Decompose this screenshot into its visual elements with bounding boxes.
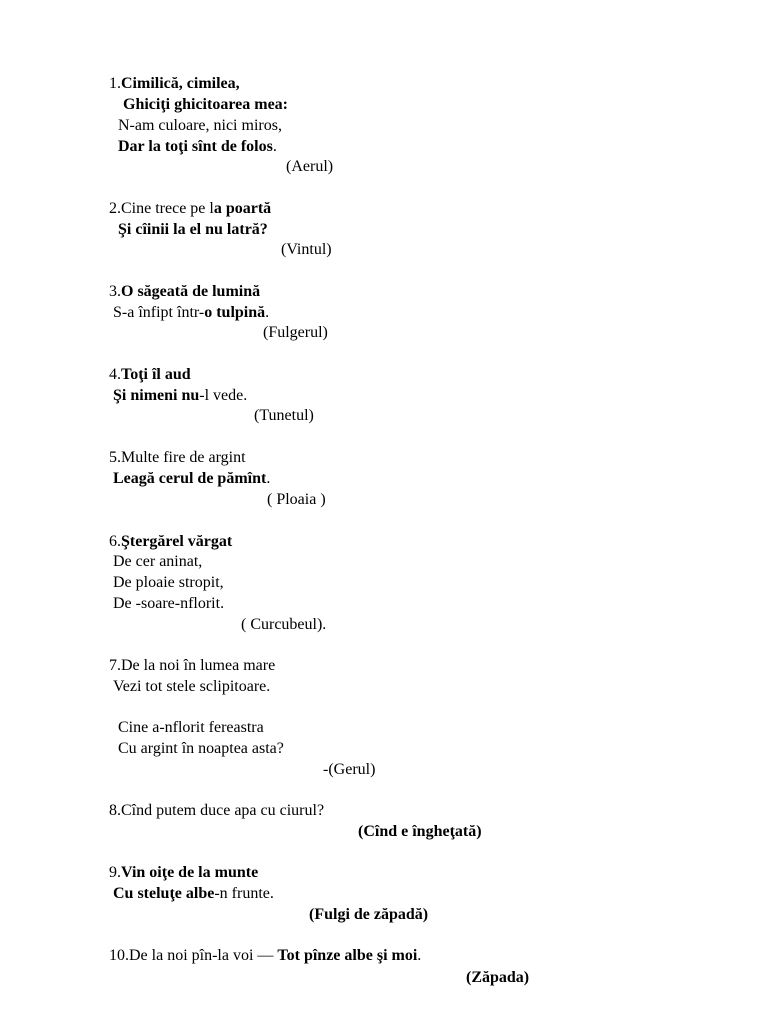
riddle-2-line-2 (118, 220, 268, 240)
riddle-number: 3. (109, 283, 121, 300)
riddle-text: Cu argint în noaptea asta? (118, 740, 284, 757)
riddle-text: S-a înfipt într- (113, 304, 205, 321)
riddle-punctuation: . (417, 947, 422, 964)
riddle-8-line-1 (109, 801, 324, 821)
riddle-text: Vezi tot stele sclipitoare. (113, 678, 271, 695)
riddle-number: 1. (109, 75, 121, 92)
riddle-8-answer: (Cînd e îngheţată) (358, 823, 482, 840)
riddle-6-answer: ( Curcubeul). (241, 616, 327, 633)
riddle-text: Şi nimeni nu (113, 387, 200, 404)
riddle-text: Tot pînze albe şi moi (277, 947, 418, 964)
riddle-text: Cine a-nflorit fereastra (118, 719, 264, 736)
riddle-punctuation: . (272, 138, 277, 155)
riddle-9-answer: (Fulgi de zăpadă) (309, 906, 429, 923)
riddle-text: De cer aninat, (113, 553, 203, 570)
riddle-number: 9. (109, 864, 121, 881)
riddle-text: N-am culoare, nici miros, (118, 117, 282, 134)
riddle-1-line-1 (109, 74, 240, 94)
riddle-text: 5.Multe fire de argint (109, 449, 246, 466)
riddle-1-answer: (Aerul) (286, 158, 334, 175)
riddle-6-line-2 (113, 552, 202, 572)
riddle-2-answer: (Vintul) (281, 241, 332, 258)
riddle-text: Leagă cerul de pămînt (113, 470, 267, 487)
riddle-4-line-1 (109, 365, 191, 385)
riddle-1-line-2 (123, 95, 288, 115)
riddle-9-line-2 (113, 884, 274, 904)
riddle-text: 7.De la noi în lumea mare (109, 657, 276, 674)
riddle-7-line-1 (109, 656, 275, 676)
riddle-text: -l vede. (199, 387, 248, 404)
riddle-number: 4. (109, 366, 121, 383)
riddle-number: 6. (109, 533, 121, 550)
riddle-text: 10.De la noi pîn-la voi — (109, 947, 278, 964)
riddle-5-line-1 (109, 448, 246, 468)
riddle-7-line-4 (118, 739, 284, 759)
riddle-3-answer: (Fulgerul) (263, 324, 328, 341)
riddle-text: Vin oiţe de la munte (121, 864, 259, 881)
riddle-7-line-2 (113, 677, 270, 697)
riddle-6-line-3 (113, 573, 224, 593)
riddle-1-line-3 (118, 116, 282, 136)
riddle-2-line-1 (109, 199, 271, 219)
riddle-6-line-4 (113, 594, 224, 614)
riddle-10-line-1 (109, 946, 421, 966)
riddle-punctuation: . (266, 470, 271, 487)
riddle-text: 8.Cînd putem duce apa cu ciurul? (109, 802, 325, 819)
riddle-punctuation: . (265, 304, 270, 321)
riddle-9-line-1 (109, 863, 258, 883)
riddle-5-answer: ( Ploaia ) (267, 491, 326, 508)
riddle-text: a poartă (213, 200, 272, 217)
riddle-3-line-2 (113, 303, 269, 323)
riddle-1-line-4 (118, 137, 277, 157)
riddle-10-answer: (Zăpada) (466, 969, 530, 986)
riddle-5-line-2 (113, 469, 270, 489)
riddle-text: De ploaie stropit, (113, 574, 224, 591)
riddle-text: O săgeată de lumină (121, 283, 261, 300)
riddle-text: Dar la toţi sînt de folos (118, 138, 273, 155)
riddle-text: Cu steluţe albe (113, 885, 215, 902)
riddle-text: 2.Cine trece pe l (109, 200, 214, 217)
riddle-4-answer: (Tunetul) (254, 407, 314, 424)
riddle-text: Toţi îl aud (121, 366, 191, 383)
riddle-text: Cimilică, cimilea, (121, 75, 240, 92)
riddle-7-line-3 (118, 718, 264, 738)
riddle-text: Ştergărel vărgat (121, 533, 233, 550)
riddle-6-line-1 (109, 532, 232, 552)
riddle-text: Ghiciţi ghicitoarea mea: (123, 96, 288, 113)
riddle-text: o tulpină (204, 304, 266, 321)
riddle-text: Şi cîinii la el nu latră? (118, 221, 268, 238)
riddle-7-answer: -(Gerul) (323, 761, 376, 778)
riddle-text: De -soare-nflorit. (113, 595, 225, 612)
riddle-4-line-2 (113, 386, 247, 406)
riddle-text: -n frunte. (214, 885, 274, 902)
riddle-3-line-1 (109, 282, 260, 302)
